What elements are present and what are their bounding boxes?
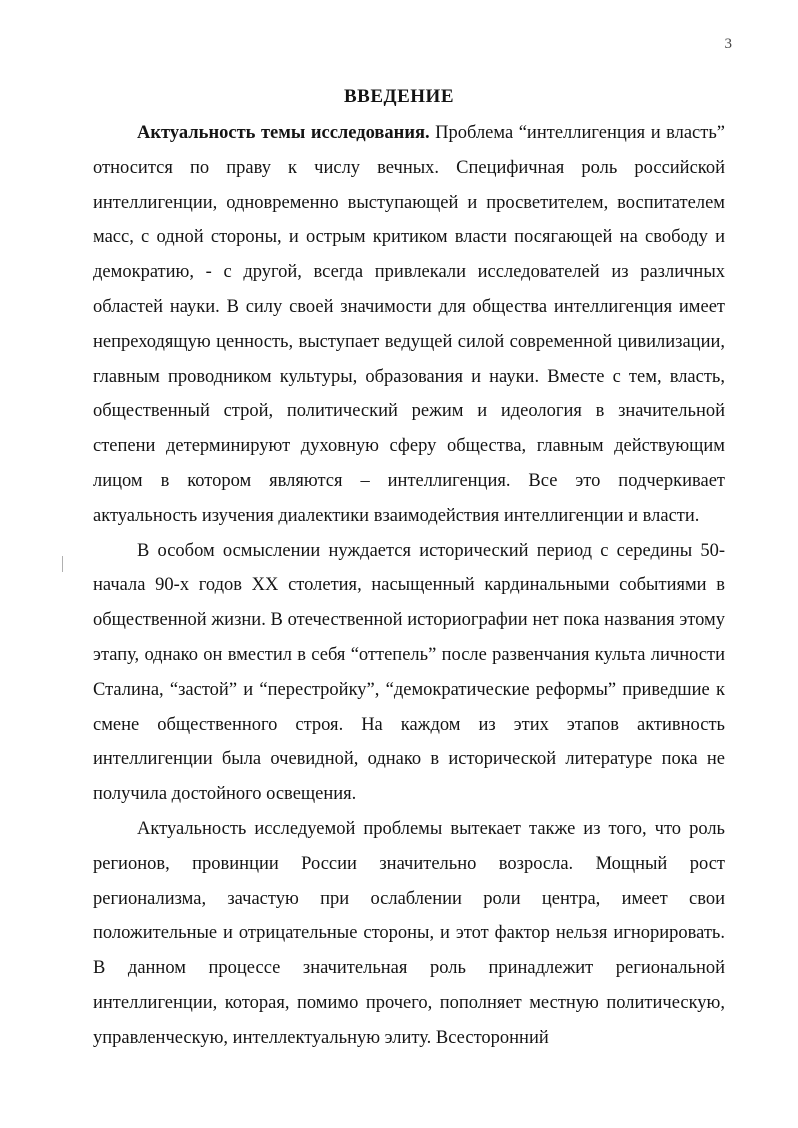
page-number: 3 (724, 36, 732, 52)
paragraph-relevance (93, 116, 725, 534)
paragraph-lead: Актуальность темы исследования. (137, 123, 430, 143)
paragraph-historical-period: В особом осмыслении нуждается исторический период с середины 50-начала 90-х годов XX столетия, насыщенный кардинальными событиями в общественной жизни. В отечественной историографии нет пока названия этому этапу, однако он вместил в себя “оттепель” после развенчания культа личности Сталина, “застой” и “перестройку”, “демократические реформы” приведшие к смене общественного строя. На каждом из этих этапов активность интеллигенции была очевидной, однако в исторической литературе пока не получила достойного освещения. (93, 540, 725, 805)
body-text (93, 116, 725, 1056)
section-heading: ВВЕДЕНИЕ (344, 86, 454, 107)
paragraph-text: Проблема “интеллигенция и власть” относится по праву к числу вечных. Специфичная роль российской интеллигенции, одновременно выступающей и просветителем, воспитателем масс, с одной стороны, и острым критиком власти посягающей на свободу и демократию, - с другой, всегда привлекали исследователей из различных областей науки. В силу своей значимости для общества интеллигенция имеет непреходящую ценность, выступает ведущей силой современной цивилизации, главным проводником культуры, образования и науки. Вместе с тем, власть, общественный строй, политический режим и идеология в значительной степени детерминируют духовную сферу общества, главным действующим лицом в котором являются – интеллигенция. Все это подчеркивает актуальность изучения диалектики взаимодействия интеллигенции и власти. (93, 123, 725, 526)
margin-mark (62, 556, 63, 572)
paragraph-regions: Актуальность исследуемой проблемы вытекает также из того, что роль регионов, провинции России значительно возросла. Мощный рост регионализма, зачастую при ослаблении роли центра, имеет свои положительные и отрицательные стороны, и этот фактор нельзя игнорировать. В данном процессе значительная роль принадлежит региональной интеллигенции, которая, помимо прочего, пополняет местную политическую, управленческую, интеллектуальную элиту. Всесторонний (93, 818, 725, 1048)
